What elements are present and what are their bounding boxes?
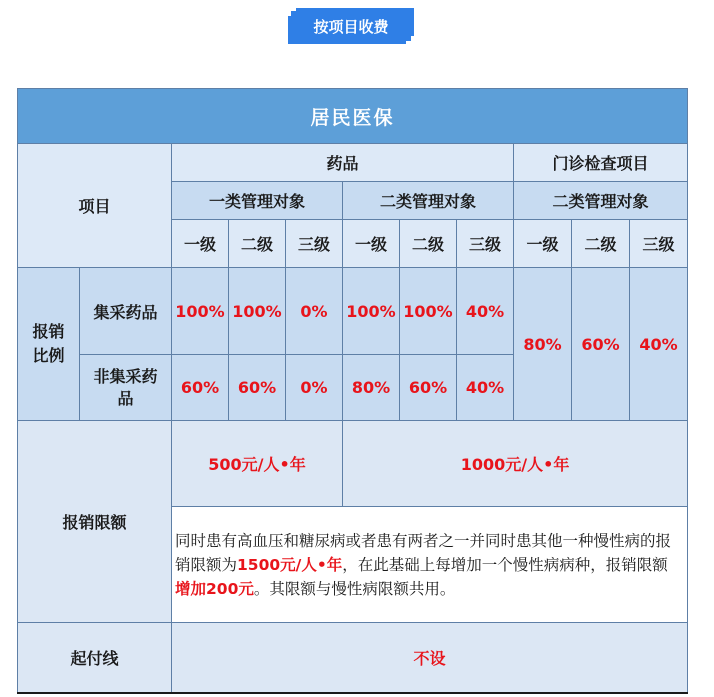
limit-value-two: 1000元/人•年 xyxy=(343,421,688,507)
threshold-value: 不设 xyxy=(172,623,688,693)
section-tag xyxy=(288,8,414,44)
level-cell: 一级 xyxy=(343,220,400,268)
section-tag-label: 按项目收费 xyxy=(313,17,389,36)
corner-decoration xyxy=(406,36,414,44)
ratio-label: 报销比例 xyxy=(18,268,80,421)
non-collected-label: 非集采药品 xyxy=(80,355,172,421)
level-cell: 三级 xyxy=(630,220,688,268)
note-text: 。其限额与慢性病限额共用。 xyxy=(253,579,456,598)
outpatient-ratio-value: 60% xyxy=(572,268,630,421)
limit-value-one: 500元/人•年 xyxy=(172,421,343,507)
ratio-value: 60% xyxy=(400,355,457,421)
level-cell: 三级 xyxy=(286,220,343,268)
item-header: 项目 xyxy=(18,144,172,268)
note-text: 同时患有高血压和糖尿病或者患有两者之一并同时患其他一种慢性病的报销限额为 xyxy=(175,531,672,574)
ratio-value: 100% xyxy=(229,268,286,355)
note-text: ，在此基础上每增加一个慢性病病种，报销限额 xyxy=(342,555,668,574)
class-two-outpatient-header: 二类管理对象 xyxy=(514,182,688,220)
ratio-value: 80% xyxy=(343,355,400,421)
threshold-label: 起付线 xyxy=(18,623,172,693)
ratio-value: 0% xyxy=(286,268,343,355)
drugs-header: 药品 xyxy=(172,144,514,182)
ratio-value: 40% xyxy=(457,268,514,355)
outpatient-ratio-value: 40% xyxy=(630,268,688,421)
ratio-value: 60% xyxy=(172,355,229,421)
outpatient-ratio-value: 80% xyxy=(514,268,572,421)
collected-label: 集采药品 xyxy=(80,268,172,355)
ratio-value: 40% xyxy=(457,355,514,421)
ratio-value: 100% xyxy=(172,268,229,355)
class-two-header: 二类管理对象 xyxy=(343,182,514,220)
level-cell: 二级 xyxy=(572,220,630,268)
level-cell: 二级 xyxy=(400,220,457,268)
table-title: 居民医保 xyxy=(18,89,688,144)
limit-label: 报销限额 xyxy=(18,421,172,623)
level-cell: 一级 xyxy=(514,220,572,268)
ratio-value: 60% xyxy=(229,355,286,421)
level-cell: 三级 xyxy=(457,220,514,268)
ratio-value: 100% xyxy=(343,268,400,355)
class-one-header: 一类管理对象 xyxy=(172,182,343,220)
corner-decoration xyxy=(288,8,296,16)
limit-note xyxy=(172,507,688,623)
insurance-table xyxy=(17,88,688,694)
outpatient-header: 门诊检查项目 xyxy=(514,144,688,182)
ratio-value: 100% xyxy=(400,268,457,355)
level-cell: 一级 xyxy=(172,220,229,268)
level-cell: 二级 xyxy=(229,220,286,268)
ratio-value: 0% xyxy=(286,355,343,421)
note-highlight: 1500元/人•年 xyxy=(237,555,343,574)
note-highlight: 增加200元 xyxy=(175,579,254,598)
